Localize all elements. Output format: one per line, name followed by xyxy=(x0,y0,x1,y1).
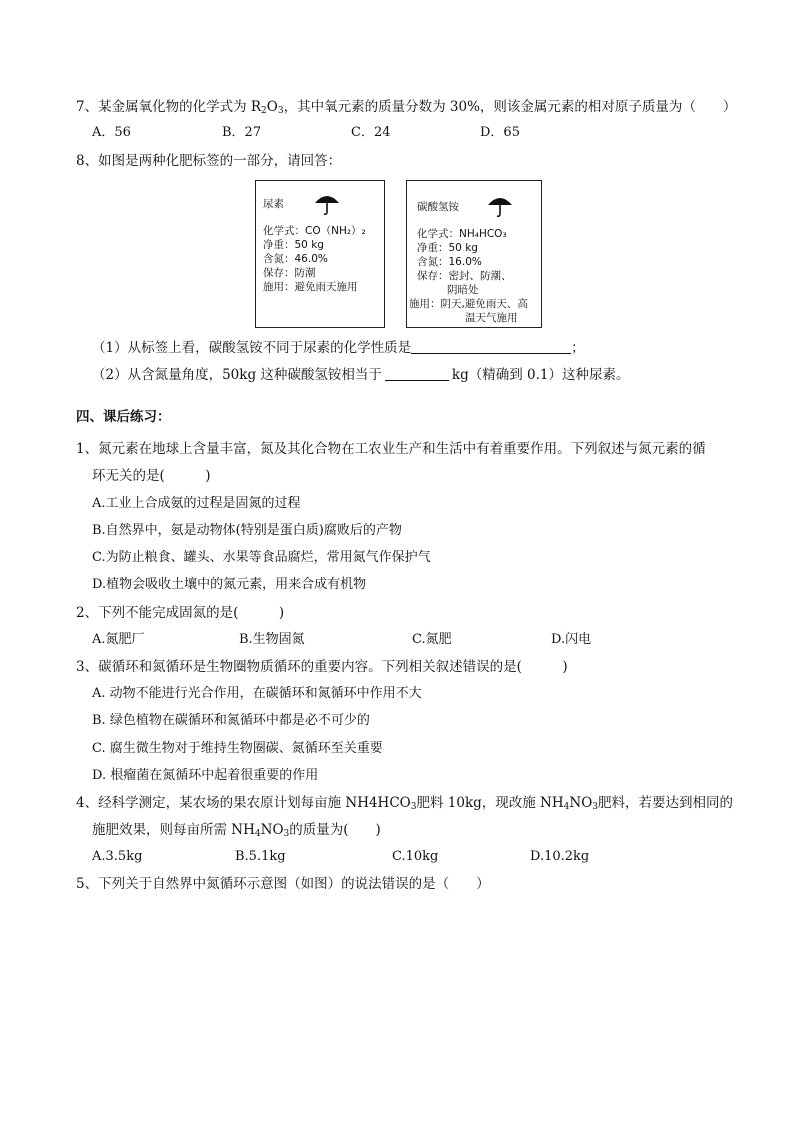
umbrella-icon xyxy=(487,195,513,217)
p3-option-b[interactable]: B. 绿色植物在碳循环和氮循环中都是必不可少的 xyxy=(92,713,370,728)
p1-option-c[interactable]: C.为防止粮食、罐头、水果等食品腐烂，常用氮气作保护气 xyxy=(92,550,431,565)
p2-option-a[interactable]: A.氮肥厂 xyxy=(92,632,145,647)
p5-stem: 5、下列关于自然界中氮循环示意图（如图）的说法错误的是（ ） xyxy=(76,876,490,892)
urea-label-line: 含氮：46.0% xyxy=(263,253,328,265)
q7-option-c[interactable]: C．24 xyxy=(351,125,391,140)
p3-option-d[interactable]: D. 根瘤菌在氮循环中起着很重要的作用 xyxy=(92,768,319,783)
ammonium-bicarbonate-label-line: 阴暗处 xyxy=(447,284,479,296)
p1-stem-line2: 环无关的是( ) xyxy=(92,468,211,484)
umbrella-icon xyxy=(314,193,340,215)
ammonium-bicarbonate-label-card xyxy=(406,180,542,328)
p1-option-b[interactable]: B.自然界中，氨是动物体(特别是蛋白质)腐败后的产物 xyxy=(92,523,402,538)
urea-label-line: 净重：50 kg xyxy=(263,239,324,251)
p4-option-a[interactable]: A.3.5kg xyxy=(92,849,143,864)
q8-sub-question-1: （1）从标签上看，碳酸氢铵不同于尿素的化学性质是 ； xyxy=(92,340,585,356)
p4-option-d[interactable]: D.10.2kg xyxy=(530,849,590,864)
section-title: 四、课后练习： xyxy=(76,409,171,425)
ammonium-bicarbonate-label-line: 含氮：16.0% xyxy=(417,256,482,268)
q8-stem: 8、如图是两种化肥标签的一部分，请回答： xyxy=(76,153,342,169)
ammonium-bicarbonate-label-name: 碳酸氢铵 xyxy=(417,201,459,213)
p4-option-b[interactable]: B.5.1kg xyxy=(235,849,286,864)
p1-option-d[interactable]: D.植物会吸收土壤中的氮元素，用来合成有机物 xyxy=(92,577,367,592)
ammonium-bicarbonate-label-line: 净重：50 kg xyxy=(417,242,478,254)
ammonium-bicarbonate-label-line: 温天气施用 xyxy=(465,312,518,324)
q7-option-d[interactable]: D．65 xyxy=(480,125,520,140)
p4-stem-line2: 施肥效果，则每亩所需 $NH_4NO_3$的质量为( ) xyxy=(92,822,381,839)
q7-option-a[interactable]: A．56 xyxy=(92,125,131,140)
p3-option-a[interactable]: A. 动物不能进行光合作用，在碳循环和氮循环中作用不大 xyxy=(92,686,422,701)
ammonium-bicarbonate-label-line: 化学式：NH₄HCO₃ xyxy=(417,228,507,240)
urea-label-line: 化学式：CO（NH₂）₂ xyxy=(263,225,366,237)
urea-label-line: 保存：防潮 xyxy=(263,267,316,279)
q8-answer-blank-1[interactable] xyxy=(411,340,571,354)
p2-stem: 2、下列不能完成固氮的是( ) xyxy=(76,605,285,621)
p3-option-c[interactable]: C. 腐生微生物对于维持生物圈碳、氮循环至关重要 xyxy=(92,741,383,756)
urea-label-card xyxy=(255,180,385,328)
p1-option-a[interactable]: A.工业上合成氨的过程是固氮的过程 xyxy=(92,496,301,511)
urea-label-name: 尿素 xyxy=(263,198,284,210)
p2-option-d[interactable]: D.闪电 xyxy=(551,632,592,647)
p2-option-c[interactable]: C.氮肥 xyxy=(412,632,452,647)
q8-answer-blank-2[interactable] xyxy=(385,367,449,381)
q8-sub-question-2: （2）从含氮量角度，50kg 这种碳酸氢铵相当于 kg（精确到 0.1）这种尿素。 xyxy=(92,367,630,383)
q7-option-b[interactable]: B．27 xyxy=(222,125,262,140)
p4-option-c[interactable]: C.10kg xyxy=(392,849,439,864)
ammonium-bicarbonate-label-line: 保存：密封、防潮、 xyxy=(417,270,512,282)
p1-stem-line1: 1、氮元素在地球上含量丰富，氮及其化合物在工农业生产和生活中有着重要作用。下列叙述与氮元素的循 xyxy=(76,441,706,457)
urea-label-line: 施用：避免雨天施用 xyxy=(263,281,358,293)
ammonium-bicarbonate-label-line: 施用：阴天,避免雨天、高 xyxy=(409,298,528,310)
p4-stem-line1: 4、经科学测定，某农场的果农原计划每亩施 $NH4HCO_3$肥料 10kg，现改施 $NH_4NO_3$肥料，若要达到相同的 xyxy=(76,795,733,812)
q7-stem: 7、某金属氧化物的化学式为 $R_2O_3$，其中氧元素的质量分数为 30%，则该金属元素的相对原子质量为（ ） xyxy=(76,99,737,116)
p2-option-b[interactable]: B.生物固氮 xyxy=(239,632,305,647)
p3-stem: 3、碳循环和氮循环是生物圈物质循环的重要内容。下列相关叙述错误的是( ) xyxy=(76,659,568,675)
